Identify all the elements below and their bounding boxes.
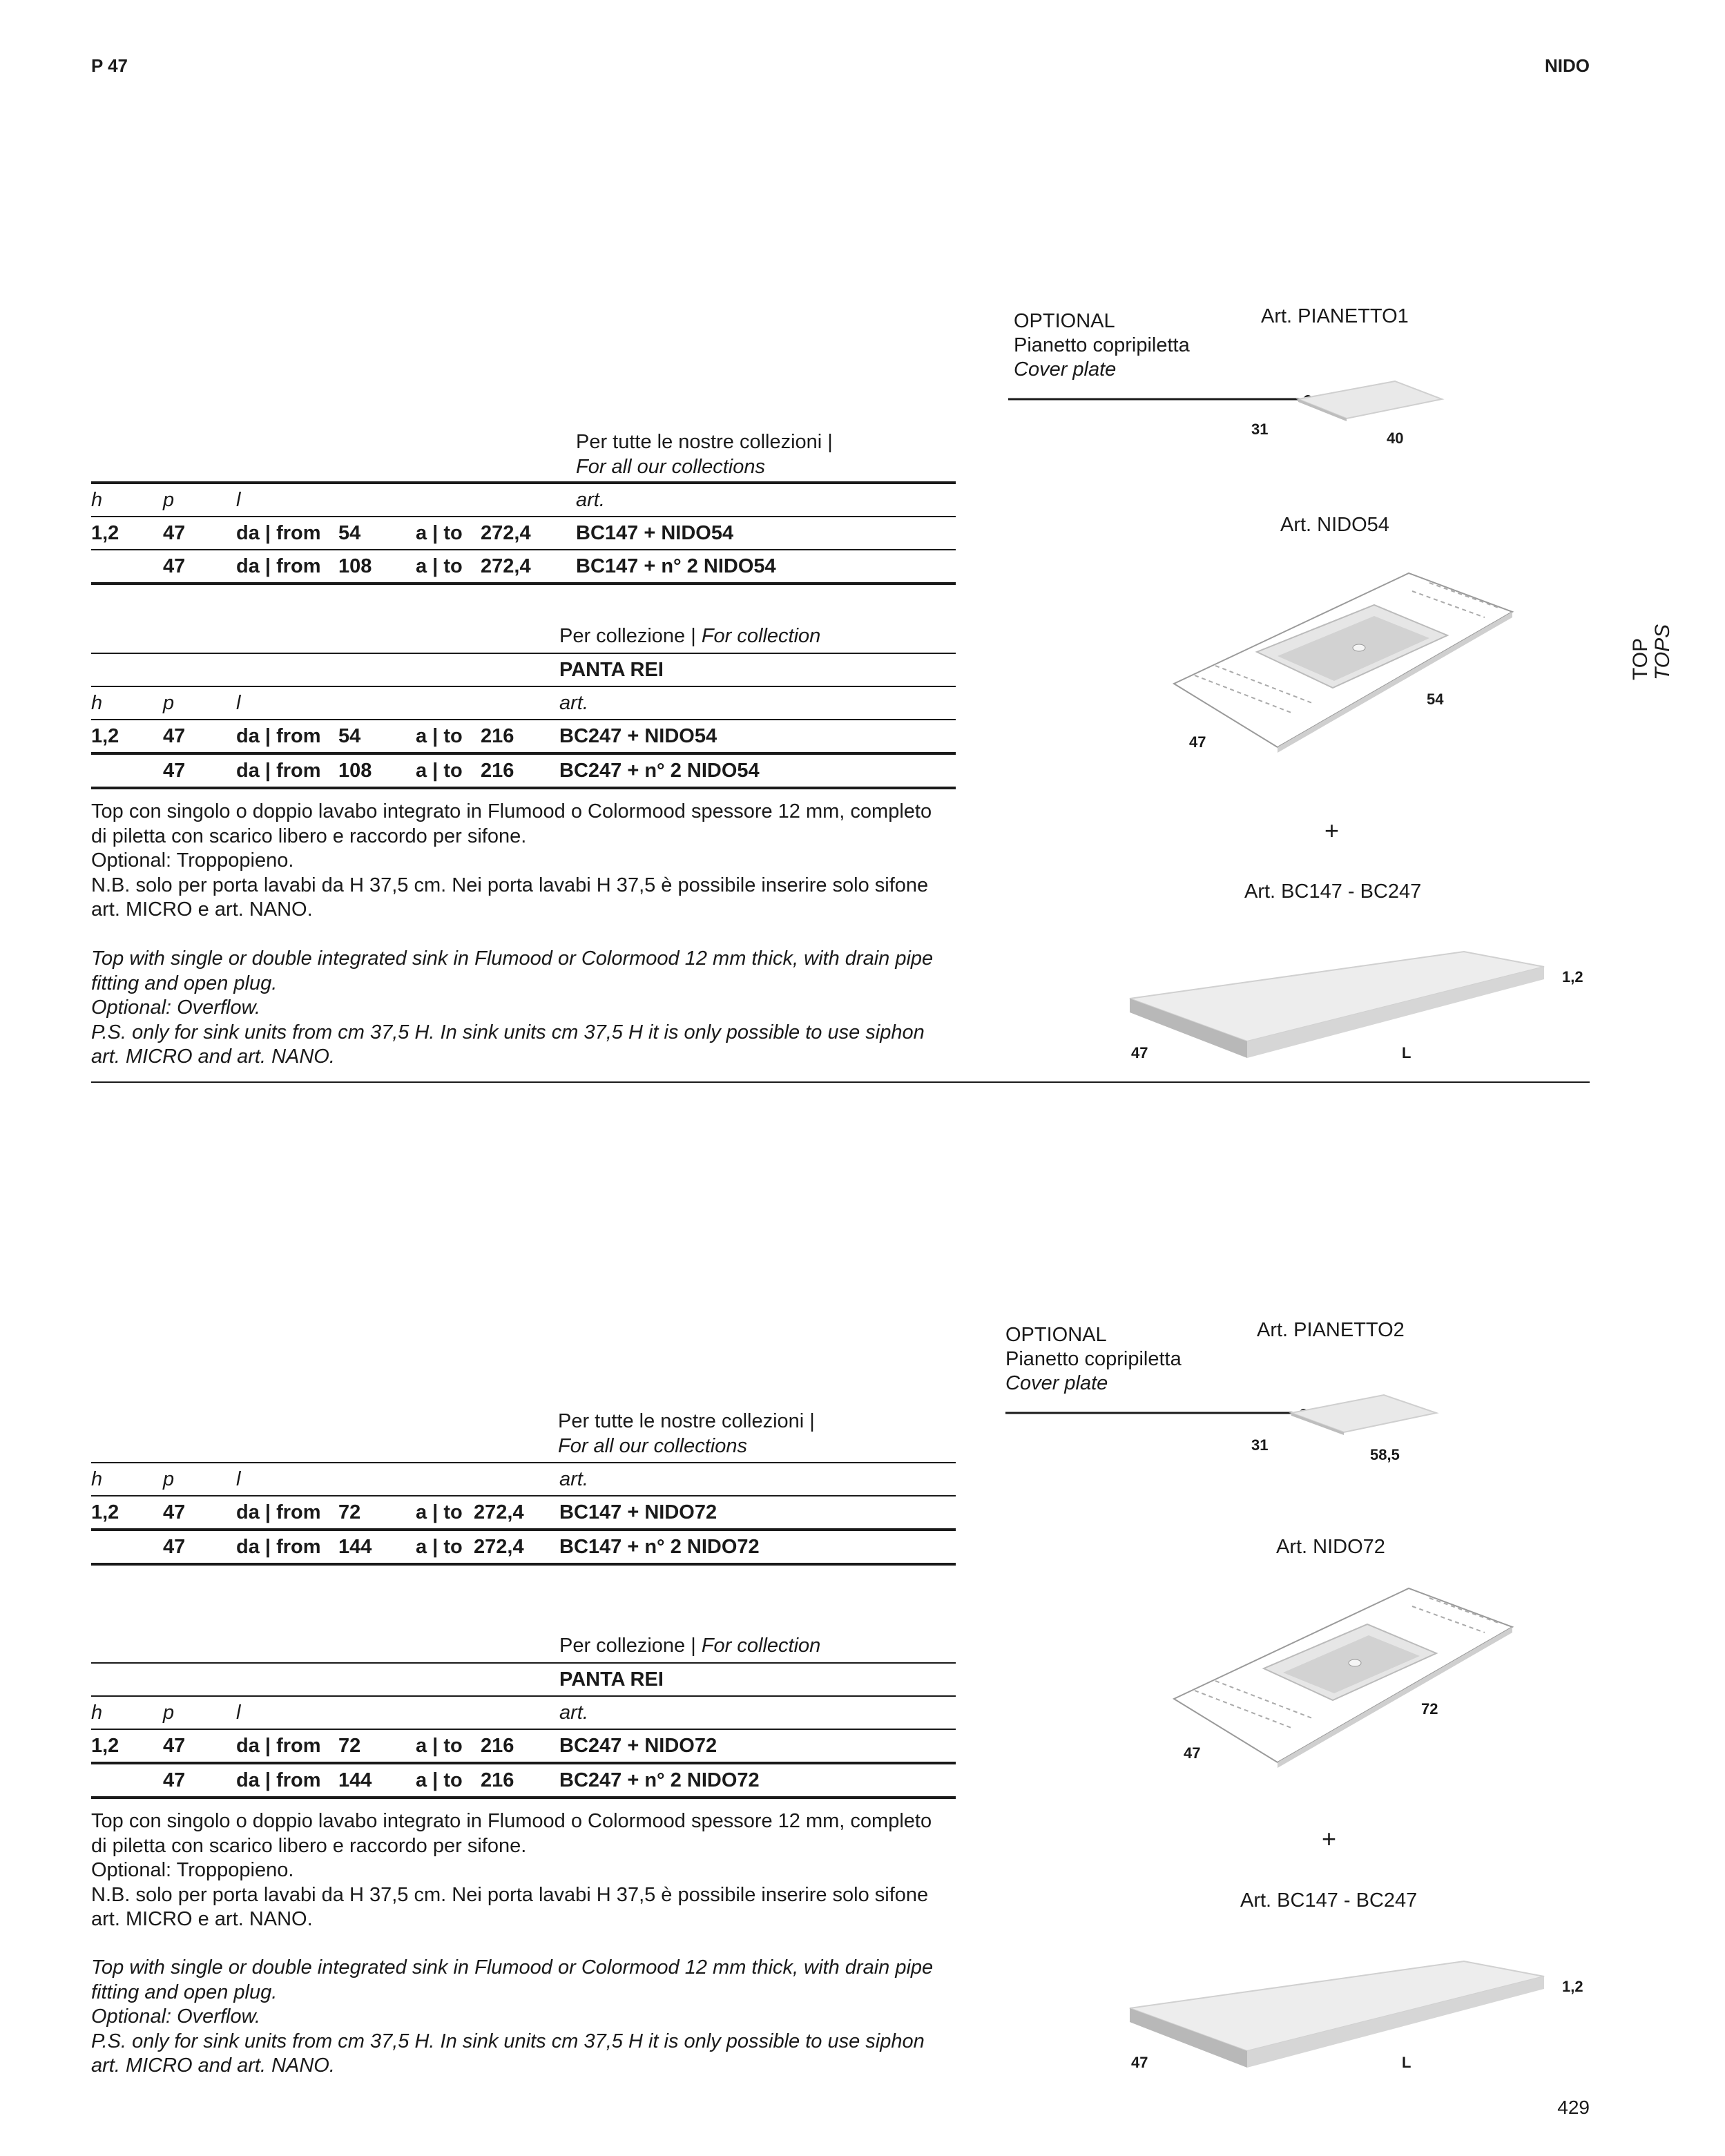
cover-plate-drawing	[1005, 1387, 1447, 1442]
table-header-row: h p l art.	[91, 686, 956, 720]
spec-table-all	[91, 1462, 956, 1566]
top-slab-drawing	[1126, 1956, 1554, 2080]
optional-block: OPTIONAL Pianetto copripiletta Cover plate	[1005, 1324, 1182, 1394]
dim-label: L	[1402, 2054, 1411, 2071]
table-row: 1,2 47 da | from 54 a | to 216 BC247 + NIDO54	[91, 720, 956, 753]
table-collection-caption: Per collezione | For collection	[559, 625, 821, 647]
table-row: 1,2 47 da | from 54 a | to 272,4 BC147 + NIDO54	[91, 517, 956, 550]
table-row: 1,2 47 da | from 72 a | to 216 BC247 + NIDO72	[91, 1729, 956, 1763]
dim-label: 47	[1131, 1044, 1148, 1061]
spec-table-all	[91, 481, 956, 585]
table-row: 47 da | from 108 a | to 272,4 BC147 + n° 2 NIDO54	[91, 550, 956, 584]
collection-label: PANTA REI	[559, 658, 664, 681]
plus-sign: +	[1324, 816, 1340, 845]
side-section-label	[1630, 625, 1685, 680]
art-label-top: Art. BC147 - BC247	[1240, 1889, 1418, 1912]
collection-name: NIDO	[1545, 55, 1590, 76]
table-row: 1,2 47 da | from 72 a | to 272,4 BC147 + NIDO72	[91, 1496, 956, 1530]
page-number: 429	[1557, 2097, 1590, 2118]
dim-label: 72	[1421, 1700, 1438, 1717]
side-label-top: TOP	[1629, 637, 1652, 680]
section-divider	[91, 1081, 1590, 1083]
description-it: Top con singolo o doppio lavabo integrato in Flumood o Colormood spessore 12 mm, completo di piletta con scarico libero e raccordo per sifone. Optional: Troppopieno. N.B. solo per porta lavabi da H 37,5 cm. Nei porta lavabi H 37,5 è possibile inserire solo sifone art. MICRO e art. NANO.	[91, 800, 932, 921]
collection-name-row	[91, 653, 956, 686]
sink-top-drawing	[1174, 566, 1519, 760]
collection-name-row	[91, 1663, 956, 1696]
table-header-row: h p l art.	[91, 483, 956, 517]
table-all-caption: Per tutte le nostre collezioni | For all our collections	[558, 1410, 815, 1457]
table-row: 47 da | from 144 a | to 272,4 BC147 + n° 2 NIDO72	[91, 1530, 956, 1564]
top-slab-drawing	[1126, 946, 1554, 1070]
optional-block: OPTIONAL Pianetto copripiletta Cover plate	[1014, 310, 1190, 381]
dim-label: 58,5	[1370, 1446, 1400, 1463]
collection-label: PANTA REI	[559, 1668, 664, 1691]
art-label-top: Art. BC147 - BC247	[1244, 880, 1422, 903]
page-ref: P 47	[91, 55, 128, 76]
art-label-sink: Art. NIDO72	[1276, 1536, 1385, 1558]
art-label-sink: Art. NIDO54	[1280, 514, 1389, 536]
description-en: Top with single or double integrated sink in Flumood or Colormood 12 mm thick, with drain pipe fitting and open plug. Optional: Overflow. P.S. only for sink units from cm 37,5 H. In sink units cm 37,5 H it is only possible to use siphon art. MICRO and art. NANO.	[91, 1956, 934, 2077]
dim-label: 47	[1184, 1744, 1201, 1762]
dim-label: 1,2	[1562, 968, 1583, 985]
table-collection-caption: Per collezione | For collection	[559, 1635, 821, 1657]
dim-label: 31	[1251, 421, 1269, 438]
side-label-tops: TOPS	[1651, 624, 1674, 680]
cover-plate-drawing	[1008, 373, 1450, 428]
description-en: Top with single or double integrated sink in Flumood or Colormood 12 mm thick, with drain pipe fitting and open plug. Optional: Overflow. P.S. only for sink units from cm 37,5 H. In sink units cm 37,5 H it is only possible to use siphon art. MICRO and art. NANO.	[91, 947, 934, 1068]
table-header-row: h p l art.	[91, 1696, 956, 1729]
table-row: 47 da | from 144 a | to 216 BC247 + n° 2 NIDO72	[91, 1763, 956, 1798]
dim-label: 54	[1427, 691, 1444, 708]
table-header-row: h p l art.	[91, 1463, 956, 1496]
sink-top-drawing	[1174, 1581, 1519, 1775]
spec-table-collection	[91, 1662, 956, 1799]
dim-label: 47	[1131, 2054, 1148, 2071]
plus-sign: +	[1322, 1825, 1337, 1853]
spec-table-collection	[91, 653, 956, 789]
art-label-pianetto: Art. PIANETTO1	[1261, 305, 1409, 327]
art-label-pianetto: Art. PIANETTO2	[1257, 1319, 1405, 1341]
dim-label: L	[1402, 1044, 1411, 1061]
table-all-caption: Per tutte le nostre collezioni | For all our collections	[576, 431, 833, 478]
dim-label: 1,2	[1562, 1978, 1583, 1995]
dim-label: 40	[1387, 430, 1404, 447]
dim-label: 31	[1251, 1436, 1269, 1454]
table-row: 47 da | from 108 a | to 216 BC247 + n° 2 NIDO54	[91, 753, 956, 788]
description-it: Top con singolo o doppio lavabo integrato in Flumood o Colormood spessore 12 mm, completo di piletta con scarico libero e raccordo per sifone. Optional: Troppopieno. N.B. solo per porta lavabi da H 37,5 cm. Nei porta lavabi H 37,5 è possibile inserire solo sifone art. MICRO e art. NANO.	[91, 1810, 932, 1930]
dim-label: 47	[1189, 733, 1206, 751]
